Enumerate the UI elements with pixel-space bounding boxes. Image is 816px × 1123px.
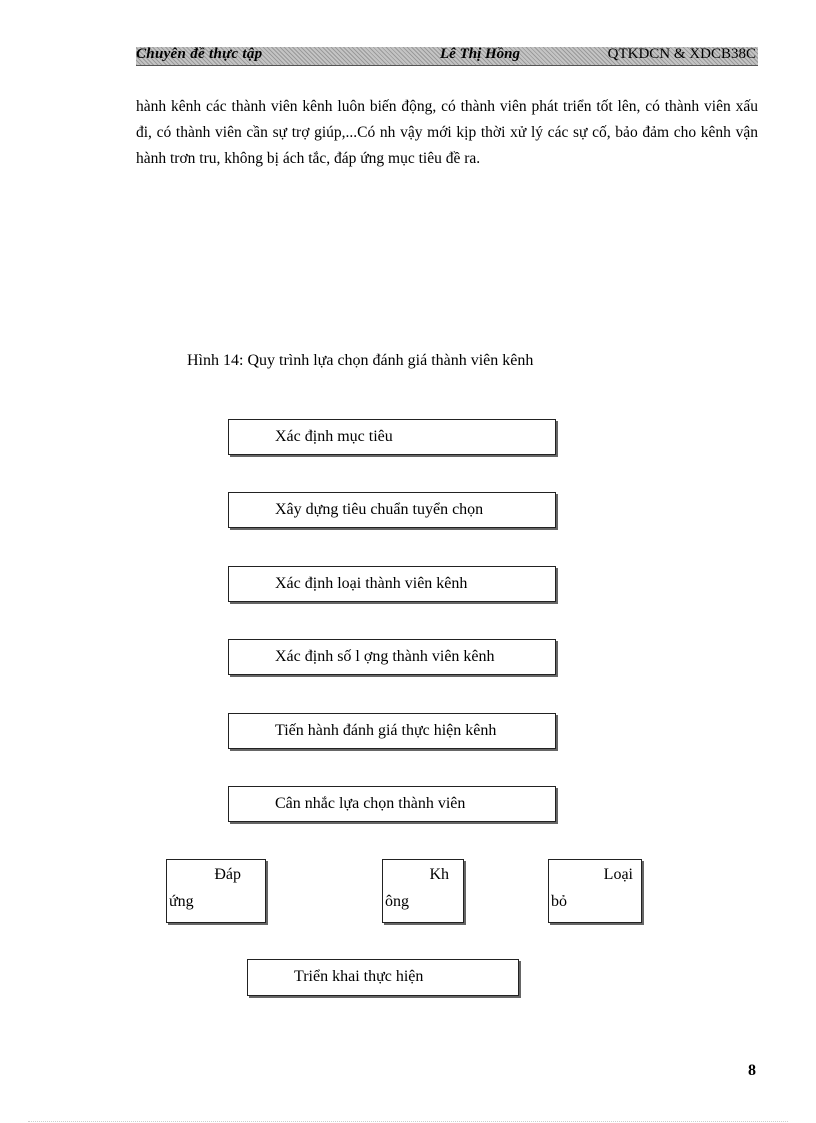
option-reject-line2: bỏ (551, 893, 567, 910)
flow-step-2: Xây dựng tiêu chuẩn tuyển chọn (228, 492, 556, 528)
flow-step-4: Xác định số l ợng thành viên kênh (228, 639, 556, 675)
header-document-title: Chuyên đề thực tập (136, 46, 263, 62)
footer-divider (28, 1121, 788, 1122)
body-paragraph: hành kênh các thành viên kênh luôn biến động, có thành viên phát triển tốt lên, có thành viên xấu đi, có thành viên cần sự trợ giúp,...Có nh vậy mới kịp thời xử lý các sự cố, bảo đảm cho kênh vận hành trơn tru, không bị ách tắc, đáp ứng mục tiêu đề ra. (136, 98, 758, 167)
option-no-line2: ông (385, 893, 409, 910)
flow-step-1: Xác định mục tiêu (228, 419, 556, 455)
option-box-meet (166, 859, 266, 923)
header-class-code: QTKDCN & XDCB38C (607, 46, 756, 62)
flow-step-6: Cân nhắc lựa chọn thành viên (228, 786, 556, 822)
option-reject-line1: Loại (603, 866, 633, 883)
flow-step-3: Xác định loại thành viên kênh (228, 566, 556, 602)
option-box-reject (548, 859, 642, 923)
header-author: Lê Thị Hồng (440, 46, 521, 62)
page-number: 8 (748, 1062, 756, 1079)
option-meet-line2: ứng (169, 893, 194, 910)
option-meet-line1: Đáp (214, 866, 241, 883)
option-box-no (382, 859, 464, 923)
option-no-line1: Kh (429, 866, 449, 883)
figure-caption: Hình 14: Quy trình lựa chọn đánh giá thành viên kênh (187, 352, 534, 369)
flow-final-step: Triển khai thực hiện (247, 959, 519, 996)
flow-step-5: Tiến hành đánh giá thực hiện kênh (228, 713, 556, 749)
page-header (136, 47, 758, 66)
